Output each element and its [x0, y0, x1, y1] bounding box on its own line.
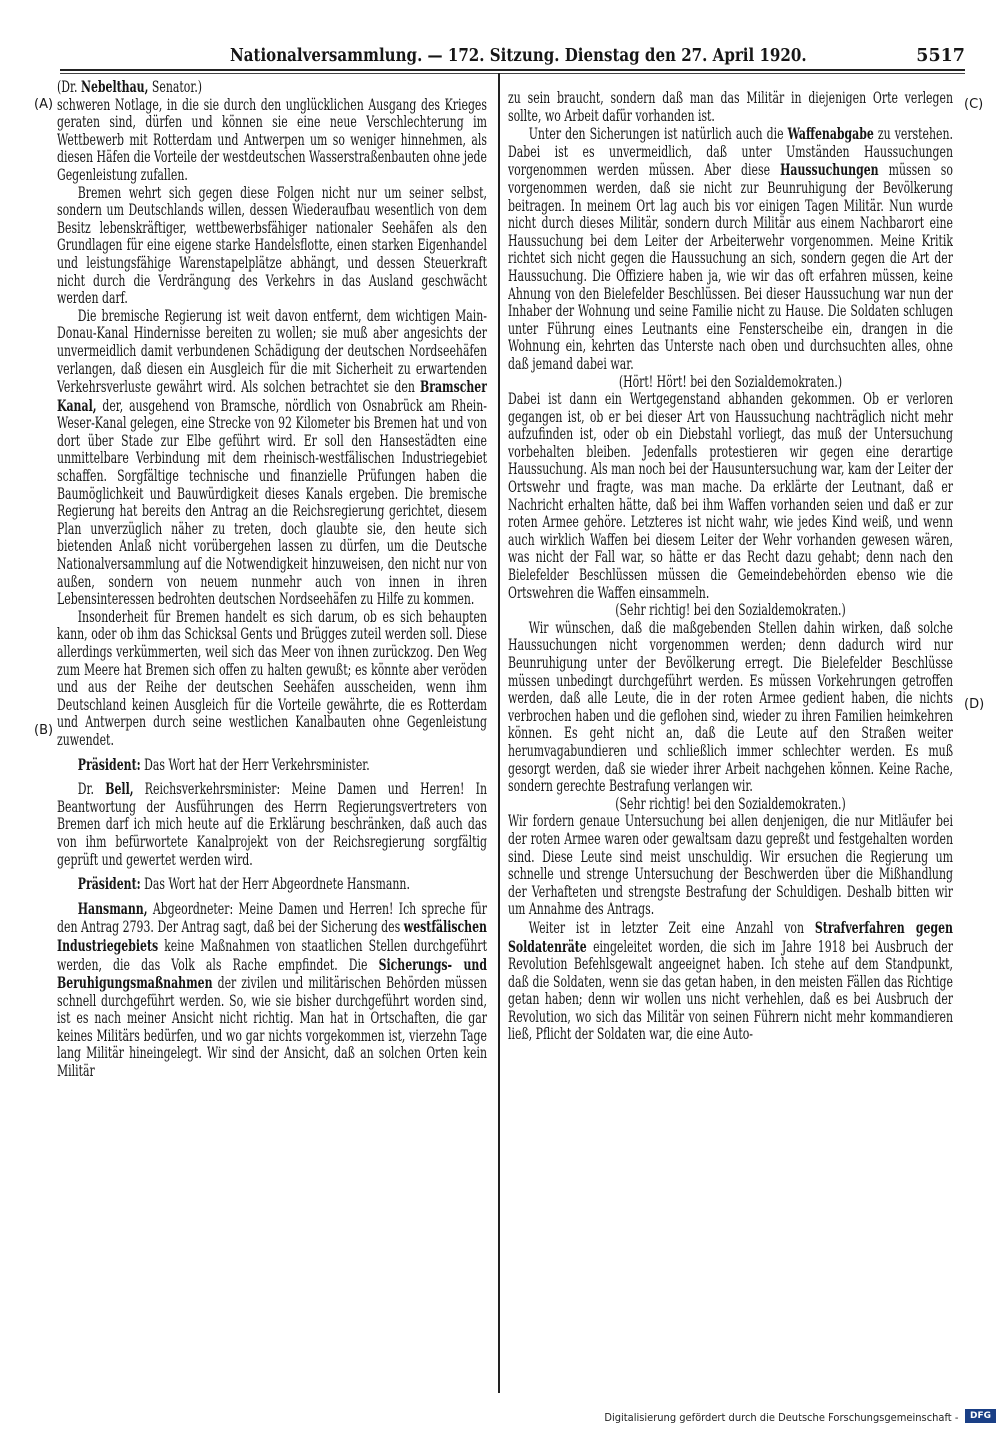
- paragraph: Wir fordern genaue Untersuchung bei allen denjenigen, die nur Mitläufer bei der roten Armee waren oder gewaltsam dazu gepreßt und festgehalten worden sind. Diese Leute sind meist unschuldig. Wir ersuchen die Regierung um schnelle und strenge Untersuchung der Beschwerden über die Mißhandlung der Verhafteten und strengste Bestrafung der Schuldigen. Deshalb bitten wir um Annahme des Antrags.: [508, 812, 953, 919]
- running-head-role: Senator.): [148, 78, 203, 96]
- speaker-label: Bell,: [105, 779, 134, 799]
- bold-term: Bramscher Kanal,: [57, 377, 487, 415]
- text-run: der, ausgehend von Bramsche, nördlich von Osnabrück am Rhein-Weser-Kanal gelegen, eine Strecke von 92 Kilometer bis Bremen hat und von dort über Stade zur Elbe geführt wird. Er soll den Hansestädten eine unmittelbare Verbindung mit dem rheinisch-westfälischen Industriegebiet schaffen. Sorgfältige technische und finanzielle Prüfungen haben die Baumöglichkeit und Bauwürdigkeit dieses Kanals ergeben. Die bremische Regierung hat bereits den Antrag an die Reichsregierung gerichtet, diesem Plan unverzüglich näher zu treten, doch glaubte sie, den heute sich bietenden Anlaß nicht vorübergehen lassen zu dürfen, um die Deutsche Nationalversammlung auf die Notwendigkeit hinzuweisen, den nicht nur von außen, sondern von neuem nunmehr auch von innen in ihren Lebensinteressen bedrohten deutschen Nordseehäfen zu Hilfe zu kommen.: [57, 396, 487, 609]
- bold-term: Sicherungs- und Beruhigungsmaßnahmen: [57, 954, 487, 993]
- text-run: Unter den Sicherungen ist natürlich auch die: [528, 125, 788, 144]
- page-header: [60, 46, 965, 70]
- paragraph: schweren Notlage, in die sie durch den unglücklichen Ausgang des Krieges geraten sind, dürfen und können sie eine neue Verschlechterung im Wettbewerb mit Rotterdam und Antwerpen um so weniger hinnehmen, als diesen Häfen die Vorteile der westdeutschen Wasserstraßenbauten ohne jede Gegenleistung zufallen.: [57, 95, 487, 184]
- text-run: der zivilen und militärischen Behörden müssen schnell durchgeführt werden. So, wie sie bisher durchgeführt worden sind, ist es nach meiner Ansicht nicht richtig. Man hat in Ortschaften, die gar keines Militärs bedürfen, und wo gar nichts vorgekommen ist, vierzehn Tage lang Militär hineingelegt. Wir sind der Ansicht, daß an solchen Orten kein Militär: [57, 974, 487, 1081]
- column-divider: [498, 73, 500, 1393]
- text-run: keine Maßnahmen von staatlichen Stellen durchgeführt werden, die das Volk als Rache empfindet. Die: [57, 936, 487, 974]
- speech-hansmann: [57, 900, 487, 1081]
- text-run: Das Wort hat der Herr Verkehrsminister.: [140, 755, 370, 774]
- bold-term: westfälischen Industriegebiets: [57, 917, 487, 955]
- right-column: [508, 90, 953, 1044]
- header-title: Nationalversammlung. — 172. Sitzung. Dienstag den 27. April 1920.: [230, 46, 807, 66]
- text-run: müssen so vorgenommen werden, daß sie nicht zur Beunruhigung der Bevölkerung beitragen. In meinem Ort lag auch bis vor einigen Tagen Militär. Nun wurde nicht durch dieses Militär, sondern durch Militär aus einem Nachbarort eine Haussuchung bei dem Leiter der Arbeiterwehr vorgenommen. Meine Kritik richtet sich nicht gegen die Haussuchung an sich, sondern gegen die Art der Haussuchung. Die Offiziere haben ja, wie wir das oft erfahren müssen, keine Ahnung von den Bielefelder Beschlüssen. Bei dieser Haussuchung war nun der Inhaber der Wohnung und seine Familie nicht zu Hause. Die Soldaten schlugen unter Führung eines Leutnants eine Fensterscheibe ein, drangen in die Wohnung ein, kehrten das Unterste nach oben und durchsuchten alles, ohne daß jemand dabei war.: [508, 161, 953, 373]
- left-column-frame: [57, 78, 487, 1396]
- text-run: Das Wort hat der Herr Abgeordnete Hansmann.: [140, 875, 410, 894]
- paragraph: [508, 919, 953, 1044]
- dfg-logo: DFG: [965, 1409, 996, 1423]
- bold-term: Waffenabgabe: [787, 124, 874, 144]
- running-head-speaker: Nebelthau,: [80, 78, 149, 96]
- margin-marker-c: (C): [964, 97, 984, 112]
- text-run: Dr.: [77, 780, 106, 799]
- margin-marker-d: (D): [964, 697, 985, 712]
- paragraph: [508, 125, 953, 373]
- paragraph: zu sein braucht, sondern daß man das Militär in diejenigen Orte verlegen sollte, wo Arbeit dafür vorhanden ist.: [508, 90, 953, 125]
- interjection: (Hört! Hört! bei den Sozialdemokraten.): [618, 372, 843, 391]
- text-run: zu verstehen. Dabei ist es unvermeidlich, daß unter Umständen Haussuchungen vorgenommen werden müssen. Aber diese: [508, 125, 953, 180]
- speaker-label: Hansmann,: [77, 898, 148, 918]
- interjection: (Sehr richtig! bei den Sozialdemokraten.): [615, 794, 846, 813]
- interjection: (Sehr richtig! bei den Sozialdemokraten.): [615, 601, 846, 620]
- paragraph: [57, 308, 487, 609]
- text-run: Weiter ist in letzter Zeit eine Anzahl von: [528, 918, 815, 937]
- header-rule-thin: [60, 73, 965, 74]
- running-head: [57, 78, 487, 97]
- paragraph: Bremen wehrt sich gegen diese Folgen nicht nur um seiner selbst, sondern um Deutschlands willen, dessen Wiederaufbau wesentlich von dem Besitz lebenskräftiger, wettbewerbsfähiger nationaler Seehäfen als den Grundlagen für eine eigene starke Handelsflotte, einen starken Eigenhandel und leistungsfähige Warenstapelplätze abhängt, und dessen Steuerkraft nicht durch die Verdrängung des Verkehrs in das Ausland geschwächt werden darf.: [57, 183, 487, 308]
- right-column-frame: [508, 90, 953, 1396]
- paragraph: Insonderheit für Bremen handelt es sich darum, ob es sich behaupten kann, oder ob ihm das Schicksal Gents und Brügges zuteil werden soll. Diese allerdings verkümmerten, weil sich das Meer von ihnen zurückzog. Den Weg zum Meere hat Bremen sich offen zu halten gewußt; es könnte aber veröden und aus der Reihe der deutschen Seehäfen ausscheiden, wenn ihm Deutschland keinen Ausgleich für die Vorteile gewährte, die es Rotterdam und Antwerpen durch seine westlichen Kanalbauten ohne Gegenleistung zuwendet.: [57, 607, 487, 749]
- digitization-credit: Digitalisierung gefördert durch die Deutsche Forschungsgemeinschaft -: [603, 1411, 958, 1424]
- running-head-prefix: (Dr.: [57, 78, 81, 96]
- header-rule: [60, 69, 965, 71]
- left-column: [57, 78, 487, 1081]
- speaker-label: Präsident:: [77, 874, 141, 894]
- president-statement: [57, 875, 487, 894]
- footer: [560, 1408, 996, 1430]
- paragraph: Wir wünschen, daß die maßgebenden Stellen dahin wirken, daß solche Haussuchungen nicht vorgenommen werden; denn dadurch wird nur Beunruhigung unter der Bevölkerung erregt. Die Bielefelder Beschlüsse müssen unbedingt durchgeführt werden. Es müssen Vorkehrungen getroffen werden, daß alle Leute, die in der roten Armee gedient haben, die nichts verbrochen haben und die geflohen sind, wieder zu ihren Familien heimkehren können. Es geht nicht an, daß die Leute auf den Straßen weiter herumvagabundieren und schließlich immer schlechter werden. Es muß gesorgt werden, daß sie wieder ihrer Arbeit nachgehen können. Keine Rache, sondern gerechte Bestrafung verlangen wir.: [508, 618, 953, 796]
- text-run: Die bremische Regierung ist weit davon entfernt, dem wichtigen Main-Donau-Kanal Hindernisse bereiten zu wollen; sie muß aber angesichts der unvermeidlich damit verbundenen Schädigung der deutschen Nordseehäfen verlangen, daß diesen ein Ausgleich für die mit Sicherheit zu erwartenden Verkehrsverluste gewährt wird. Als solchen betrachtet sie den: [57, 306, 487, 397]
- text-run: Abgeordneter: Meine Damen und Herren! Ich spreche für den Antrag 2793. Der Antrag sagt, daß bei der Sicherung des: [57, 899, 487, 937]
- paragraph: Dabei ist dann ein Wertgegenstand abhanden gekommen. Ob er verloren gegangen ist, ob er bei dieser Art von Haussuchung nachträglich nicht mehr aufzufinden ist, oder ob ein Diebstahl vorliegt, das muß der Untersuchung vorbehalten bleiben. Jedenfalls protestieren wir gegen eine derartige Haussuchung. Als man noch bei der Hausuntersuchung war, kam der Leiter der Ortswehr und fragte, was man mache. Da erklärte der Leutnant, daß er Nachricht erhalten hätte, daß bei ihm Waffen vorhanden seien und daß er zur roten Armee gehöre. Letzteres ist nicht wahr, wie jedes Kind weiß, und wenn auch wirklich Waffen bei diesem Leiter der Wehr vorhanden gewesen wären, was nicht der Fall war, so hätte er das Recht dazu gehabt; denn nach den Bielefelder Beschlüssen müssen die Gemeindebehörden ebenso wie die Ortswehren die Waffen einsammeln.: [508, 390, 953, 602]
- bold-term: Strafverfahren gegen Soldatenräte: [508, 917, 953, 956]
- margin-marker-a: (A): [34, 97, 54, 112]
- bold-term: Haussuchungen: [780, 160, 879, 180]
- text-run: Reichsverkehrsminister: Meine Damen und Herren! In Beantwortung der Ausführungen des Herrn Regierungsvertreters von Bremen darf ich mich heute auf die Erklärung beschränken, daß auch das von ihm befürwortete Kanalprojekt von der Reichsregierung sorgfältig geprüft und gewertet werden wird.: [57, 780, 487, 869]
- page-number: 5517: [916, 46, 965, 66]
- speaker-label: Präsident:: [77, 754, 141, 774]
- margin-marker-b: (B): [34, 723, 54, 738]
- speech-bell: [57, 780, 487, 869]
- text-run: eingeleitet worden, die sich im Jahre 1918 bei Ausbruch der Revolution Befehlsgewalt angeeignet haben. Ich stehe auf dem Standpunkt, daß die Soldaten, wenn sie das getan haben, in den meisten Fällen das Richtige getan haben; denn wir wollen uns nicht verhehlen, daß es bei Ausbruch der Revolution, wo sich das Militär von seinen Führern nicht mehr kommandieren ließ, Pflicht der Soldaten war, die eine Auto-: [508, 937, 953, 1044]
- president-statement: [57, 756, 487, 775]
